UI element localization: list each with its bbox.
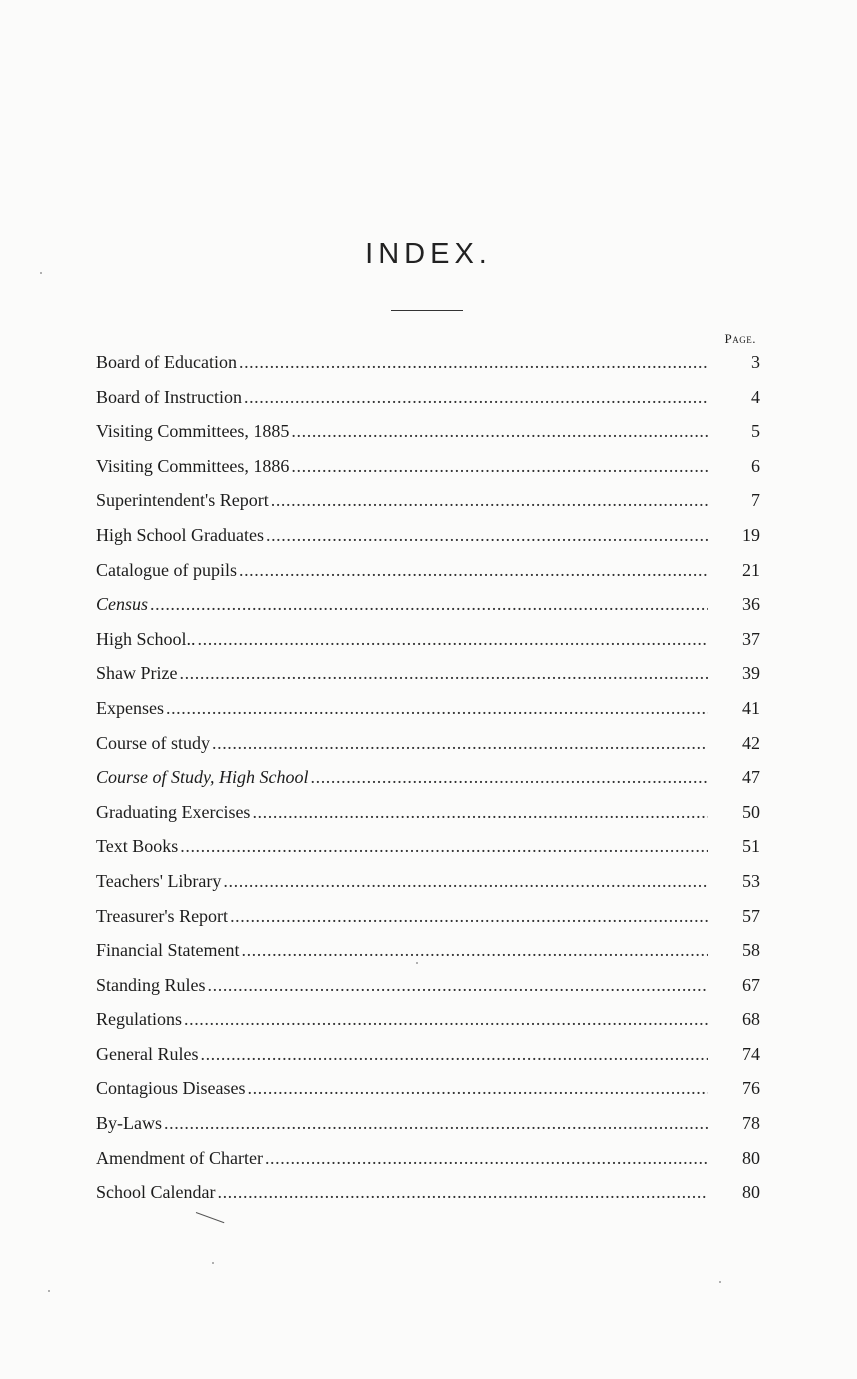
index-entries: [96, 345, 760, 1210]
entry-label: Board of Instruction: [96, 386, 242, 407]
entry-label: Catalogue of pupils: [96, 559, 237, 580]
dot-leader: [291, 414, 708, 449]
dot-leader: [311, 760, 709, 795]
entry-page-number: 50: [742, 801, 760, 822]
index-entry: [96, 380, 760, 415]
dot-leader: [291, 449, 708, 484]
dot-leader: [223, 864, 708, 899]
entry-label: School Calendar: [96, 1182, 216, 1203]
entry-label: Course of Study, High School: [96, 767, 309, 788]
dot-leader: [212, 726, 708, 761]
index-entry: [96, 726, 760, 761]
entry-label: Contagious Diseases: [96, 1078, 246, 1099]
index-entry: [96, 1141, 760, 1176]
paper-speck: [719, 1281, 721, 1283]
index-entry: [96, 449, 760, 484]
entry-page-number: 5: [751, 421, 760, 442]
entry-page-number: 53: [742, 870, 760, 891]
entry-page-number: 36: [742, 594, 760, 615]
entry-label: Expenses: [96, 697, 164, 718]
dot-leader: [164, 1106, 708, 1141]
dot-leader: [184, 1002, 708, 1037]
index-entry: [96, 1175, 760, 1210]
dot-leader: [150, 587, 708, 622]
entry-page-number: 4: [751, 386, 760, 407]
dot-leader: [266, 518, 708, 553]
entry-label: Visiting Committees, 1885: [96, 421, 290, 442]
entry-label: Teachers' Library: [96, 870, 222, 891]
entry-label: Census: [96, 594, 149, 615]
entry-label: Treasurer's Report: [96, 905, 229, 926]
title-rule: [391, 310, 463, 311]
entry-label: Course of study: [96, 732, 210, 753]
entry-page-number: 51: [742, 836, 760, 857]
entry-page-number: 41: [742, 697, 760, 718]
dot-leader: [265, 1141, 708, 1176]
entry-page-number: 37: [742, 628, 760, 649]
entry-page-number: 3: [751, 352, 760, 372]
entry-label: Regulations: [96, 1009, 182, 1030]
entry-label: Visiting Committees, 1886: [96, 455, 290, 476]
entry-label: Graduating Exercises: [96, 801, 251, 822]
entry-page-number: 47: [742, 767, 760, 788]
entry-label: Text Books: [96, 836, 179, 857]
index-entry: [96, 760, 760, 795]
dot-leader: [166, 691, 708, 726]
entry-page-number: 42: [742, 732, 760, 753]
entry-label: General Rules: [96, 1043, 199, 1064]
entry-page-number: 80: [742, 1182, 760, 1203]
entry-page-number: 7: [751, 490, 760, 511]
index-entry: [96, 553, 760, 588]
dot-leader: [208, 968, 708, 1003]
entry-label: High School..: [96, 628, 196, 649]
entry-page-number: 68: [742, 1009, 760, 1030]
dot-leader: [244, 380, 708, 415]
dot-leader: [180, 829, 708, 864]
dot-leader: [230, 899, 708, 934]
entry-label: By-Laws: [96, 1113, 162, 1134]
index-title: INDEX.: [365, 238, 492, 270]
entry-label: High School Graduates: [96, 524, 264, 545]
entry-page-number: 74: [742, 1043, 760, 1064]
entry-page-number: 78: [742, 1113, 760, 1134]
pen-stroke-mark: [196, 1212, 225, 1223]
index-entry: [96, 1071, 760, 1106]
index-entry: [96, 622, 760, 657]
entry-page-number: 21: [742, 559, 760, 580]
dot-leader: [198, 622, 708, 657]
entry-page-number: 67: [742, 974, 760, 995]
dot-leader: [241, 933, 708, 968]
dot-leader: [247, 1071, 708, 1106]
entry-page-number: 6: [751, 455, 760, 476]
paper-speck: [40, 272, 42, 274]
entry-label: Superintendent's Report: [96, 490, 269, 511]
entry-page-number: 80: [742, 1147, 760, 1168]
paper-speck: [416, 962, 418, 964]
index-entry: [96, 483, 760, 518]
dot-leader: [217, 1175, 708, 1210]
entry-label: Shaw Prize: [96, 663, 178, 684]
index-entry: [96, 829, 760, 864]
index-entry: [96, 795, 760, 830]
dot-leader: [239, 345, 708, 380]
paper-speck: [48, 1290, 50, 1292]
page-column-header: Page.: [724, 331, 756, 346]
entry-page-number: 39: [742, 663, 760, 684]
dot-leader: [252, 795, 708, 830]
index-entry: [96, 345, 760, 380]
index-entry: [96, 414, 760, 449]
index-entry: [96, 656, 760, 691]
index-entry: [96, 864, 760, 899]
entry-page-number: 19: [742, 524, 760, 545]
entry-label: Financial Statement: [96, 940, 240, 961]
index-entry: [96, 1002, 760, 1037]
dot-leader: [239, 553, 708, 588]
index-entry: [96, 691, 760, 726]
index-entry: [96, 587, 760, 622]
entry-label: Amendment of Charter: [96, 1147, 263, 1168]
paper-speck: [212, 1262, 214, 1264]
index-entry: [96, 899, 760, 934]
index-entry: [96, 968, 760, 1003]
index-entry: [96, 1106, 760, 1141]
dot-leader: [271, 483, 708, 518]
entry-page-number: 58: [742, 940, 760, 961]
dot-leader: [179, 656, 708, 691]
index-entry: [96, 518, 760, 553]
dot-leader: [200, 1037, 708, 1072]
entry-label: Standing Rules: [96, 974, 206, 995]
index-entry: [96, 1037, 760, 1072]
entry-page-number: 57: [742, 905, 760, 926]
index-entry: [96, 933, 760, 968]
entry-label: Board of Education: [96, 352, 237, 372]
entry-page-number: 76: [742, 1078, 760, 1099]
